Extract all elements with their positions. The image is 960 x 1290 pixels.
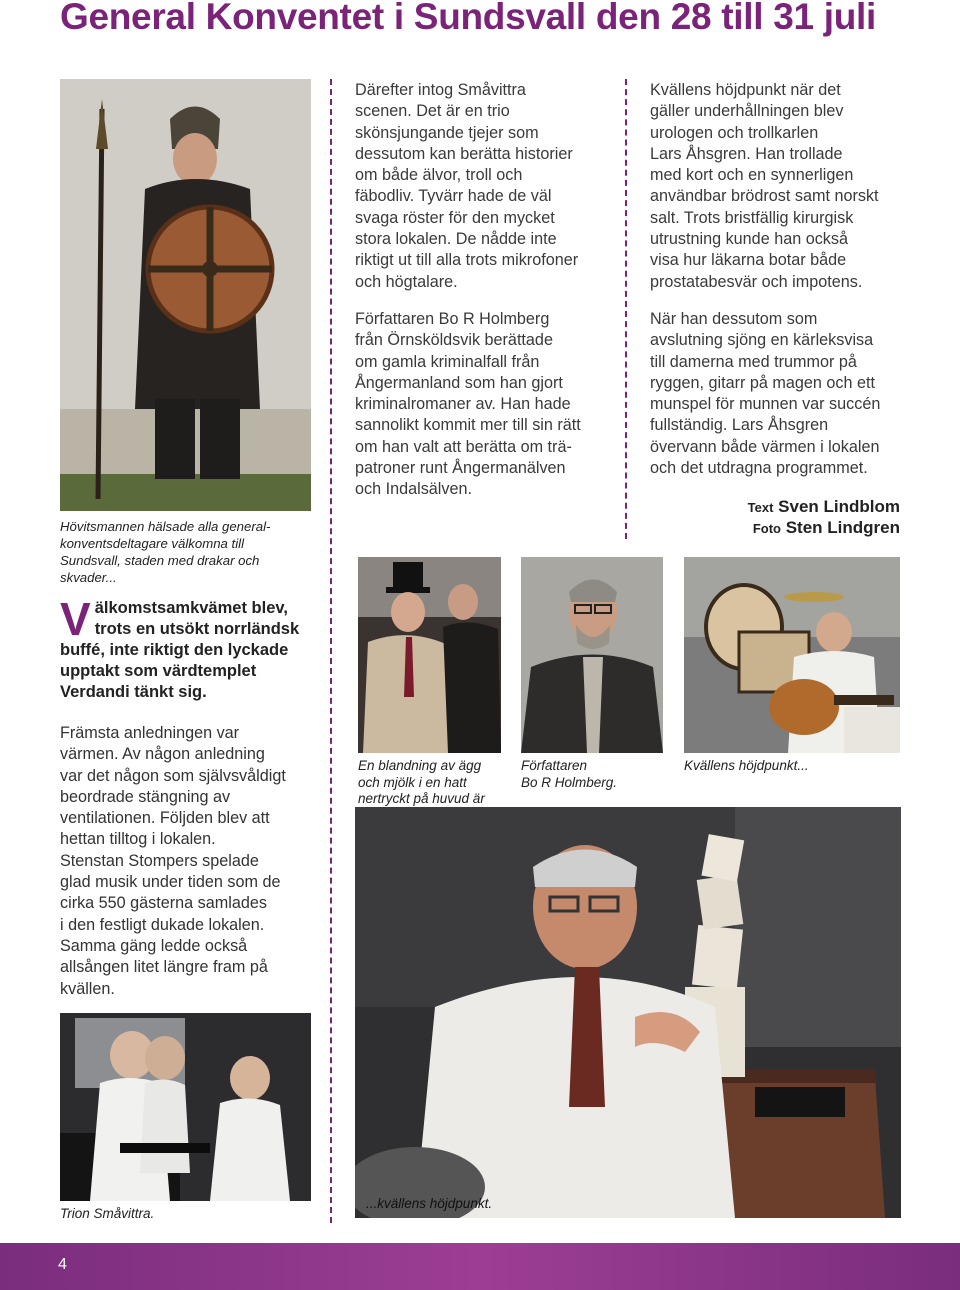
credit-text-label: Text: [747, 500, 774, 515]
page-title: General Konventet i Sundsvall den 28 till 31 juli: [60, 0, 876, 37]
col3-paragraph-1: Kvällens höjdpunkt när det gäller underhållningen blev urologen och trollkarlen Lars Åhsgren. Han trollade med kort och en synnerligen användbar brödrost samt norskt salt. Trots bristfällig kirurgisk utrustning kunde han också visa hur läkarna botar både prostatabesvär och impotens.: [650, 81, 879, 291]
photo-trion-smavittra: [60, 1013, 311, 1201]
caption-hojdpunkt: Kvällens höjdpunkt...: [684, 758, 809, 773]
credit-foto: [753, 517, 900, 539]
credit-text-name: Sven Lindblom: [778, 497, 900, 516]
photo-hojdpunkt-musiker: [684, 557, 900, 753]
photo-hovitsmannen: [60, 79, 311, 511]
col1-paragraph: Främsta anledningen var värmen. Av någon anledning var det någon som självsvåldigt beordrade stängning av ventilationen. Följden blev att hettan tilltog i lokalen. Stenstan Stompers spelade glad musik under tiden som de cirka 550 gästerna samlades i den festligt dukade lokalen. Samma gäng ledde också allsången litet längre fram på kvällen.: [60, 724, 286, 998]
col3-paragraph-2: När han dessutom som avslutning sjöng en kärleksvisa till damerna med trummor på ryggen, gitarr på magen och ett munspel för munnen var succén fullständig. Lars Åhsgren övervann både värmen i lokalen och det utdragna programmet.: [650, 310, 881, 478]
col2-paragraph-2: Författaren Bo R Holmberg från Örnsköldsvik berättade om gamla kriminalfall från Ångermanland som han gjort kriminalromaner av. Han hade sannolikt kommit mer till sin rätt om han valt att berätta om trä- patroner runt Ångermanälven och Indalsälven.: [355, 310, 581, 499]
footer-bar: [0, 1243, 960, 1290]
caption-blandning: En blandning av ägg och mjölk i en hatt nertryckt på huvud är: [358, 758, 485, 806]
photo-forfattaren: [521, 557, 663, 753]
caption-hojdpunkt-2: ...kvällens höjdpunkt.: [366, 1196, 493, 1211]
drop-cap: V: [60, 593, 91, 645]
caption-forfattaren: Författaren Bo R Holmberg.: [521, 758, 618, 790]
photo-korttrick: [355, 807, 901, 1218]
credit-text: [748, 496, 900, 518]
photo-ägg-hatt: [358, 557, 501, 753]
caption-hovitsmannen: Hövitsmannen hälsade alla general- konventsdeltagare välkomna till Sundsvall, staden med drakar och skvader...: [60, 519, 271, 585]
page-number: 4: [58, 1256, 67, 1273]
lead-paragraph: [60, 593, 318, 703]
column-divider-right: [625, 79, 627, 539]
column-divider-left: [330, 79, 332, 1223]
credit-foto-label: Foto: [752, 521, 781, 536]
col2-paragraph-1: Därefter intog Småvittra scenen. Det är en trio skönsjungande tjejer som dessutom kan berätta historier om både älvor, troll och fäbodliv. Tyvärr hade de väl svaga röster för den mycket stora lokalen. De nådde inte riktigt ut till alla trots mikrofoner och högtalare.: [355, 81, 579, 291]
lead-text: älkomstsamkvämet blev, trots en utsökt norrländsk buffé, inte riktigt den lyckade upptakt som värdtemplet Verdandi tänkt sig.: [60, 599, 300, 701]
credit-foto-name: Sten Lindgren: [785, 518, 900, 537]
caption-trion: Trion Småvittra.: [60, 1206, 155, 1221]
